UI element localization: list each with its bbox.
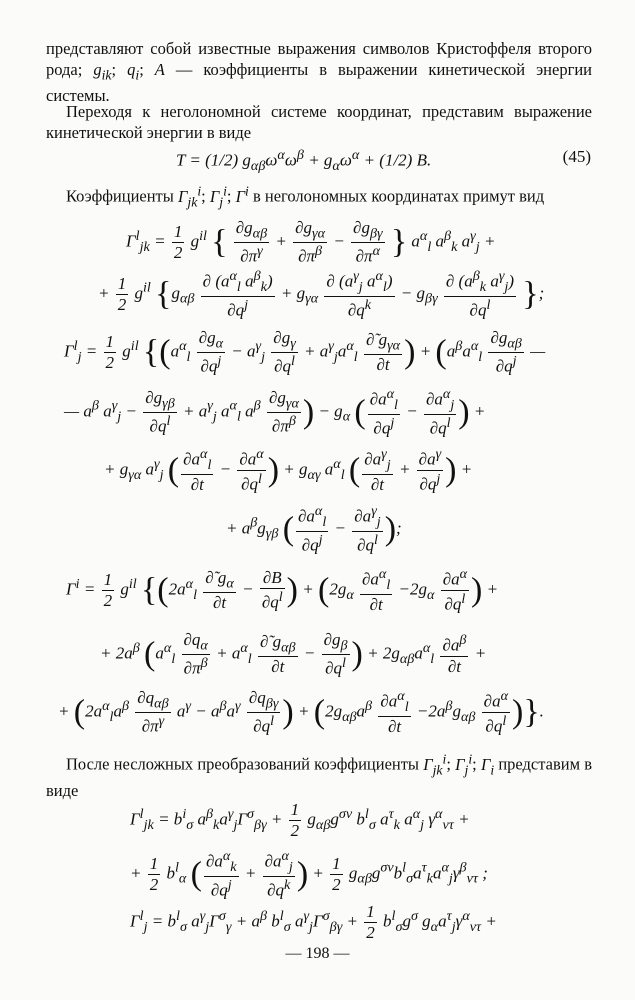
page-number: — 198 — — [285, 945, 350, 962]
equation-45: T = (1/2) $g_{\alpha\beta}\omega^\alpha\omega^\beta + g_\alpha\omega^\alpha + (1/2)$ B. — [176, 147, 432, 175]
paragraph-1: представляют собой известные выражения символов Кристоффеля второго рода; $g_{ik}$; $q_i$; A — коэффициенты в выражении кинетической энергии системы. — [46, 39, 593, 106]
paragraph-4: После несложных преобразований коэффициенты $\Gamma_{jk}^i$; $\Gamma_j^i$; $\Gamma_i$ представим в виде — [46, 751, 592, 800]
result-line-1: $\Gamma^l_{jk} = b^i_\sigma$ $a^\beta_ka^\gamma_j\Gamma^\sigma_{\beta\gamma}$ + $\frac{1}{2}$ $g_{\alpha\beta}g^{\sigma\nu}$ $b^l_\sigma$ $a^\tau_k$ $a^\alpha_j$ $\gamma^\alpha_{\nu\tau}$ + — [130, 800, 470, 840]
result-line-2: + $\frac{1}{2}$ $b^l_\alpha$ ( $\frac{\partial a^\alpha_k}{\partial q^j}$ + $\frac{\partial a^\alpha_j}{\partial q^k}$ ) + $\frac{1}{2}$ $g_{\alpha\beta}g^{\sigma\nu}b^l_\sigma a^\tau_ka^\alpha_j\gamma^\beta_{\nu\tau}$ ; — [130, 848, 488, 900]
gamma-line-1: $\Gamma^i$ = $\frac{1}{2}$ $g^{il}$ {($2a^\alpha_l$ $\frac{\partial̃ g_\alpha}{\partial t}$ − $\frac{\partial B}{\partial q^l}$ ) + ($2g_\alpha$ $\frac{\partial a^\alpha_l}{\partial t}$ $-2g_\alpha$ $\frac{\partial a^\alpha}{\partial q^l}$ ) + — [66, 566, 499, 615]
paragraph-2: Переходя к неголономной системе координат, представим выражение кинетической энергии в виде — [46, 102, 592, 142]
gamma-line-3: + ($2a^\alpha_la^\beta$ $\frac{\partial q_{\alpha\beta}}{\partial\pi^\gamma}$ $a^\gamma - a^\beta a^\gamma$ $\frac{\partial q_{\beta\gamma}}{\partial q^l}$ ) + ($2g_{\alpha\beta}a^\beta$ $\frac{\partial a^\alpha_l}{\partial t}$ $-2a^\beta g_{\alpha\beta}$ $\frac{\partial a^\alpha}{\partial q^l}$ )}. — [58, 688, 544, 737]
gamma-line-2: + $2a^\beta$ ($a^\alpha_l$ $\frac{\partial q_\alpha}{\partial\pi^\beta}$ + $a^\alpha_l$ $\frac{\partial̃ g_{\alpha\beta}}{\partial t}$ − $\frac{\partial g_\beta}{\partial q^l}$ ) + $2g_{\alpha\beta}a^\alpha_l$ $\frac{\partial a^\beta}{\partial t}$ + — [100, 630, 487, 679]
gamma-j-line-4: + $a^\beta g_{\gamma\beta}$ ( $\frac{\partial a^\alpha_l}{\partial q^j}$ − $\frac{\partial a^\gamma_j}{\partial q^l}$ ); — [226, 503, 402, 555]
result-line-3: $\Gamma^l_j = b^l_\sigma$ $a^\gamma_j\Gamma^\sigma_\gamma + a^\beta$ $b^l_\sigma$ $a^\gamma_j\Gamma^\sigma_{\beta\gamma}$ + $\frac{1}{2}$ $b^l_\sigma g^\sigma$ $g_\alpha a^\tau_j\gamma^\alpha_{\nu\tau}$ + — [130, 902, 497, 942]
gamma-j-line-2: — $a^\beta$ $a^\gamma_j$ − $\frac{\partial g_{\gamma\beta}}{\partial q^l}$ + $a^\gamma_j$ $a^\alpha_l$ $a^\beta$ $\frac{\partial g_{\gamma\alpha}}{\partial\pi^\beta}$ ) − $g_\alpha$ ( $\frac{\partial a^\alpha_l}{\partial q^j}$ − $\frac{\partial a^\alpha_j}{\partial q^l}$ ) + — [64, 386, 486, 438]
equation-number: (45) — [562, 147, 591, 166]
paragraph-3: Коэффициенты $\Gamma_{jk}^i$; $\Gamma_j^i$; $\Gamma^i$ в неголономных координатах примут вид — [66, 183, 545, 209]
gamma-jk-line-1: $\Gamma^l_{jk}$ = $\frac{1}{2}$ $g^{il}$ { $\frac{\partial g_{\alpha\beta}}{\partial\pi^\gamma}$ + $\frac{\partial g_{\gamma\alpha}}{\partial\pi^\beta}$ − $\frac{\partial g_{\beta\gamma}}{\partial\pi^\alpha}$ } $a^\alpha_l$ $a^\beta_k$ $a^\gamma_j$ + — [126, 218, 496, 267]
gamma-jk-line-2: + $\frac{1}{2}$ $g^{il}$ {$g_{\alpha\beta}$ $\frac{\partial (a^\alpha_l a^\beta_k)}{\partial q^j}$ + $g_{\gamma\alpha}$ $\frac{\partial (a^\gamma_j a^\alpha_l)}{\partial q^k}$ − $g_{\beta\gamma}$ $\frac{\partial (a^\beta_k a^\gamma_j)}{\partial q^l}$ }; — [98, 268, 545, 320]
gamma-j-line-1: $\Gamma^l_j$ = $\frac{1}{2}$ $g^{il}$ {($a^\alpha_l$ $\frac{\partial g_\alpha}{\partial q^j}$ − $a^\gamma_j$ $\frac{\partial g_\gamma}{\partial q^l}$ + $a^\gamma_ja^\alpha_l$ $\frac{\partial̃ g_{\gamma\alpha}}{\partial t}$ ) + ($a^\beta a^\alpha_l$ $\frac{\partial g_{\alpha\beta}}{\partial q^j}$ — — [64, 328, 546, 377]
gamma-j-line-3: + $g_{\gamma\alpha}$ $a^\gamma_j$ ( $\frac{\partial a^\alpha_l}{\partial t}$ − $\frac{\partial a^\alpha}{\partial q^l}$ ) + $g_{\alpha\gamma}$ $a^\alpha_l$ ( $\frac{\partial a^\gamma_j}{\partial t}$ + $\frac{\partial a^\gamma}{\partial q^j}$ ) + — [104, 446, 473, 495]
